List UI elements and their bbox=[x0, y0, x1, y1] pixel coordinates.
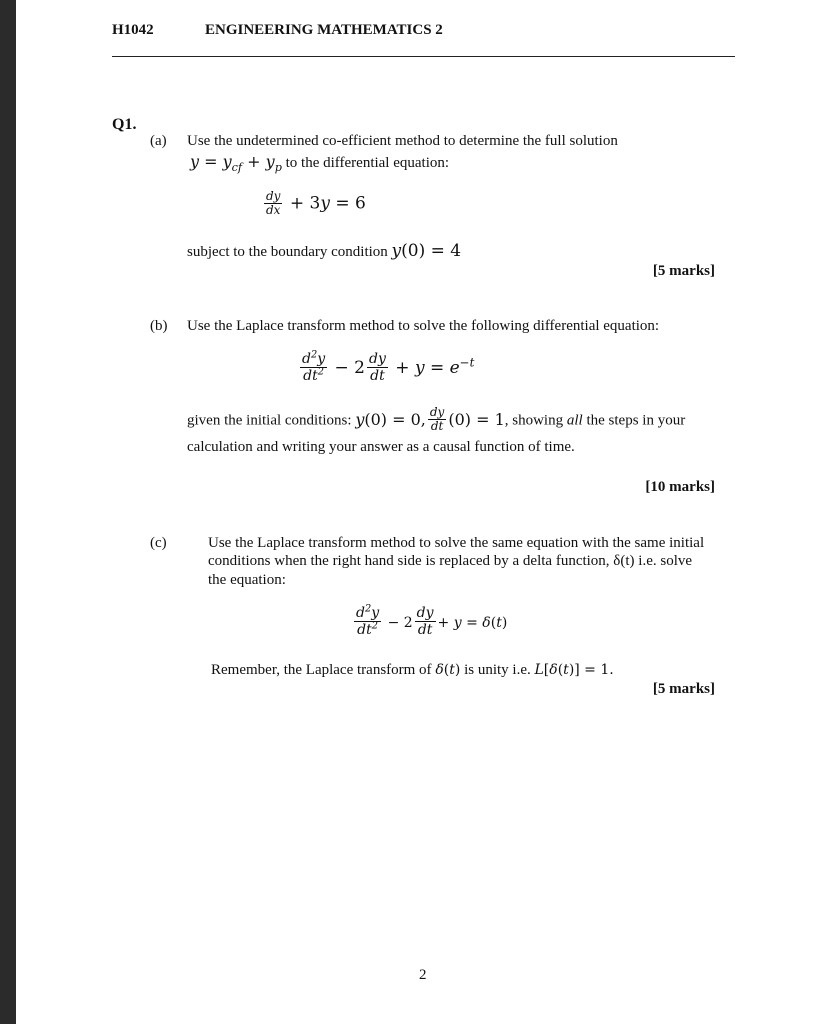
boundary-condition: y(0) = 4 bbox=[391, 241, 462, 261]
part-b-cond-text-1: given the initial conditions: bbox=[187, 412, 352, 429]
part-c-remember-2: is unity i.e. bbox=[464, 662, 531, 678]
part-b-label: (b) bbox=[150, 318, 168, 334]
part-c-remember bbox=[211, 662, 614, 679]
part-b-cond-emph: all bbox=[566, 412, 583, 429]
page-edge bbox=[0, 0, 16, 1024]
part-c-line3: the equation: bbox=[208, 572, 286, 588]
part-b-intro: Use the Laplace transform method to solve the following differential equation: bbox=[187, 318, 660, 334]
part-b-conditions bbox=[187, 406, 736, 434]
laplace-of-delta: L[δ(t)] = 1. bbox=[534, 662, 614, 678]
part-c-line1: Use the Laplace transform method to solve the same equation with the same initial bbox=[208, 535, 705, 551]
part-b-ode: $\frac{d^2y}{dt^2}$ − 2 $\frac{dy}{dt}$ + $y = e^{-t}$ bbox=[302, 349, 475, 385]
part-b-cond-text-3: the steps in your bbox=[586, 412, 686, 429]
part-c-line2: conditions when the right hand side is replaced by a delta function, δ(t) i.e. solve bbox=[208, 553, 693, 569]
part-c-marks: [5 marks] bbox=[652, 681, 715, 697]
header-divider bbox=[112, 56, 735, 57]
part-c-ode: $\frac{d^2y}{dt^2}$ − 2 $\frac{dy}{dt}$ + y = δ(t) bbox=[356, 603, 508, 639]
part-b-line2: calculation and writing your answer as a causal function of time. bbox=[187, 439, 575, 455]
part-a-line2-wrap bbox=[190, 152, 450, 175]
page-number: 2 bbox=[419, 967, 427, 983]
part-a-boundary-text: subject to the boundary condition bbox=[187, 244, 388, 260]
course-code: H1042 bbox=[112, 22, 154, 38]
part-a-boundary bbox=[187, 241, 461, 261]
part-a-marks: [5 marks] bbox=[652, 263, 715, 279]
part-a-label: (a) bbox=[150, 133, 167, 149]
solution-form-equation: $y = y_{cf} + y_p$ bbox=[190, 152, 282, 175]
part-a-line1: Use the undetermined co-efficient method to determine the full solution bbox=[187, 133, 618, 149]
question-label: Q1. bbox=[112, 116, 137, 133]
part-b-cond-text-2: , showing bbox=[504, 412, 564, 429]
course-title: ENGINEERING MATHEMATICS 2 bbox=[205, 22, 443, 38]
part-c-remember-1: Remember, the Laplace transform of bbox=[211, 662, 432, 678]
delta-function: δ(t) bbox=[435, 662, 461, 678]
initial-conditions: y(0) = 0, $\frac{dy}{dt}$ (0) = 1 bbox=[355, 405, 505, 434]
part-b-marks: [10 marks] bbox=[645, 479, 715, 495]
part-a-ode: $\frac{dy}{dx}$ + 3y = 6 bbox=[266, 189, 366, 218]
part-a-line2: to the differential equation: bbox=[285, 155, 450, 171]
part-c-label: (c) bbox=[150, 535, 167, 551]
